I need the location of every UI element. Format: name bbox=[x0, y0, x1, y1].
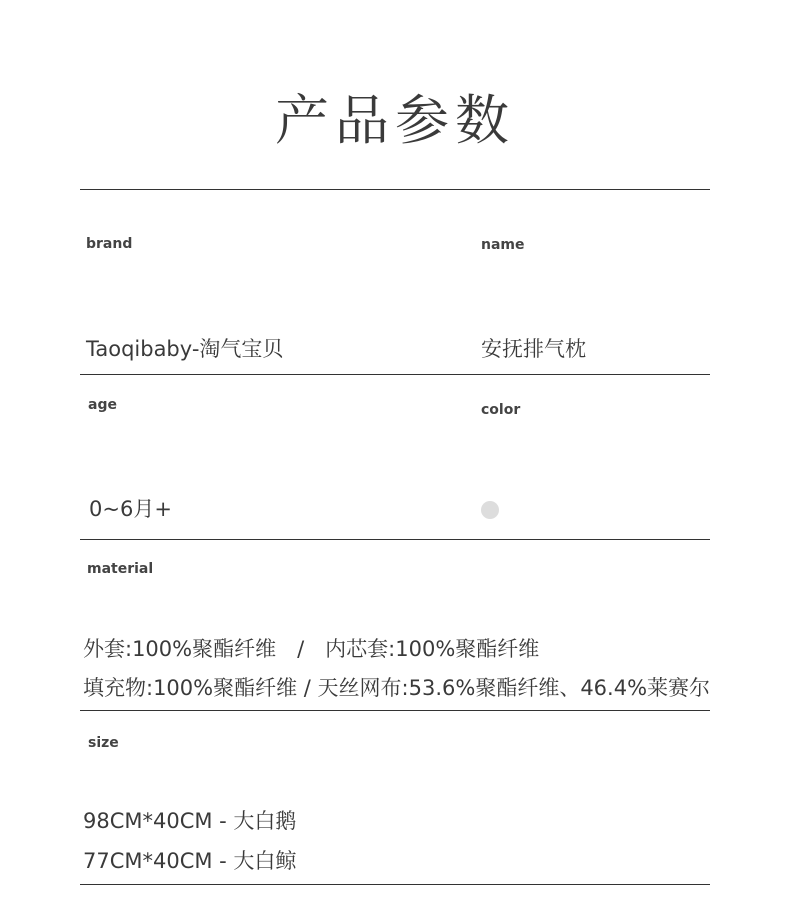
brand-label: brand bbox=[86, 236, 133, 252]
age-value: 0~6月+ bbox=[89, 497, 172, 521]
size-line-2: 77CM*40CM - 大白鲸 bbox=[83, 849, 297, 873]
age-label: age bbox=[88, 397, 117, 413]
color-swatch bbox=[481, 501, 499, 519]
page-title: 产品参数 bbox=[275, 89, 515, 152]
divider-row3 bbox=[80, 710, 710, 711]
material-line-2: 填充物:100%聚酯纤维 / 天丝网布:53.6%聚酯纤维、46.4%莱赛尔 bbox=[83, 676, 711, 700]
material-line-1: 外套:100%聚酯纤维 / 内芯套:100%聚酯纤维 bbox=[83, 637, 540, 661]
name-value: 安抚排气枕 bbox=[481, 337, 586, 361]
material-label: material bbox=[87, 561, 154, 577]
color-label: color bbox=[481, 402, 521, 418]
divider-row2 bbox=[80, 539, 710, 540]
divider-top bbox=[80, 189, 710, 190]
divider-bottom bbox=[80, 884, 710, 885]
brand-value: Taoqibaby-淘气宝贝 bbox=[86, 337, 284, 361]
name-label: name bbox=[481, 237, 525, 253]
size-label: size bbox=[88, 735, 119, 751]
size-line-1: 98CM*40CM - 大白鹅 bbox=[83, 809, 297, 833]
divider-row1 bbox=[80, 374, 710, 375]
